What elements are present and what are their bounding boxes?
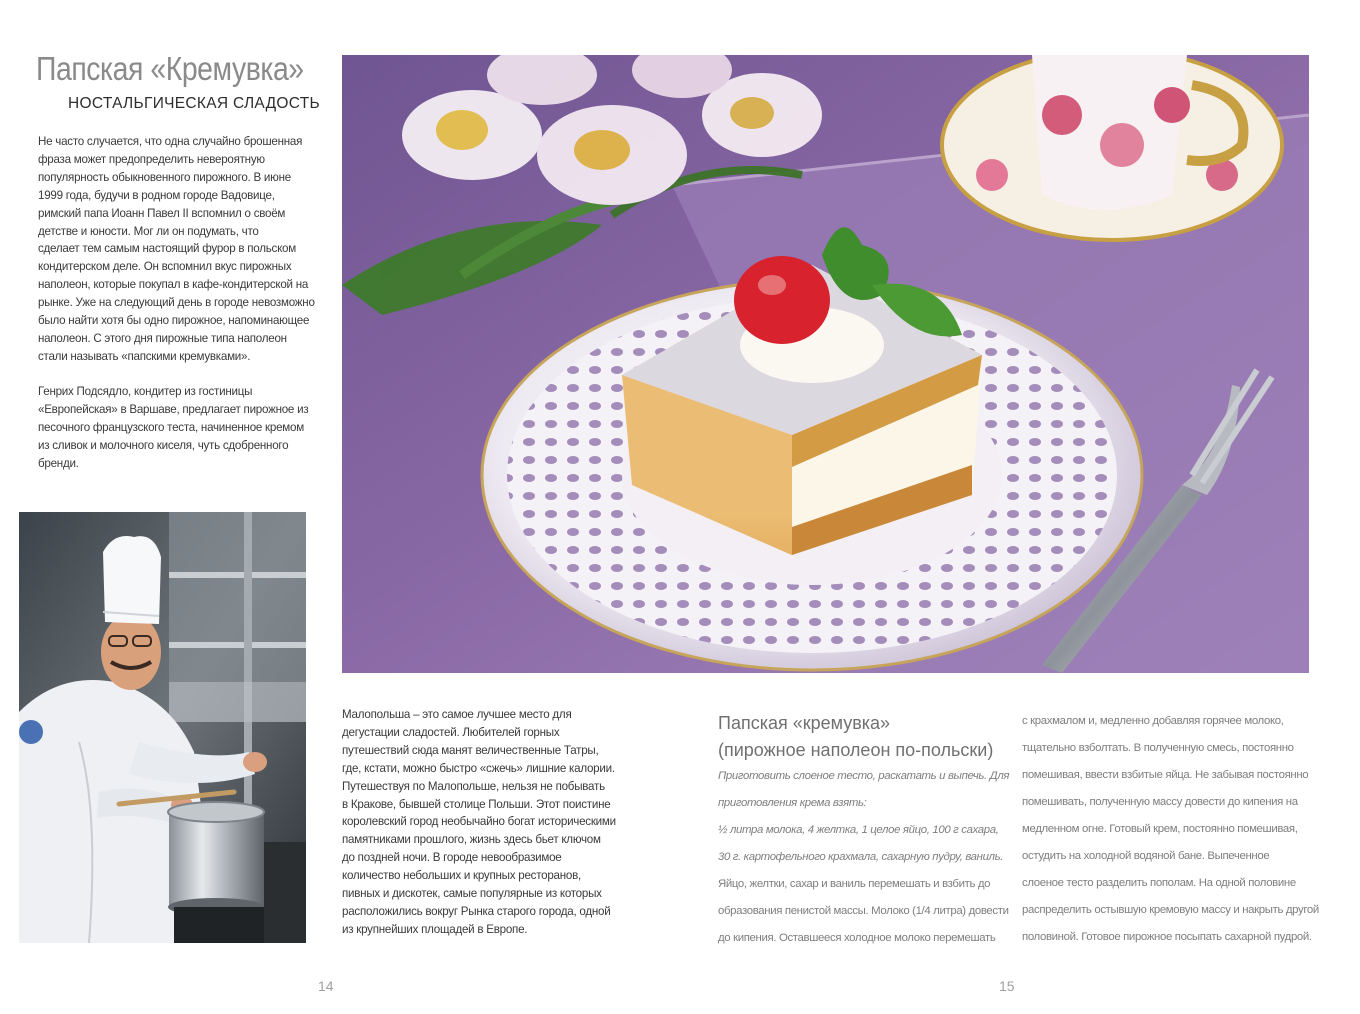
region-paragraph	[342, 706, 616, 939]
text-line: кондитерском деле. Он вспомнил вкус пирожных	[38, 260, 292, 274]
text-line: путешествий сюда манят величественные Татры,	[342, 743, 599, 757]
text-line: остудить на холодной водяной бане. Выпеченное	[1022, 850, 1270, 862]
text-line: из крупнейших площадей в Европе.	[342, 922, 528, 936]
text-line: популярность обыкновенного пирожного. В июне	[38, 170, 291, 184]
text-line: стали называть «папскими кремувками».	[38, 349, 251, 363]
text-line: помешивать, полученную массу довести до кипения на	[1022, 796, 1298, 808]
text-line: до кипения. Оставшееся холодное молоко перемешать	[718, 932, 996, 944]
text-line: Генрих Подсядло, кондитер из гостиницы	[38, 385, 253, 398]
recipe-title	[718, 710, 993, 764]
page-title: Папская «Кремувка»	[36, 50, 304, 87]
text-line: расположились вокруг Рынка старого города, одной	[342, 904, 611, 918]
page-subtitle: НОСТАЛЬГИЧЕСКАЯ СЛАДОСТЬ	[68, 95, 320, 112]
dessert-photo	[342, 55, 1309, 673]
text-line: приготовления крема взять:	[718, 797, 867, 809]
text-line: 30 г. картофельного крахмала, сахарную пудру, ваниль.	[718, 851, 1004, 863]
text-line: рынке. Уже на следующий день в городе невозможно	[38, 296, 315, 310]
text-line: королевский город необычайно богат историческими	[342, 815, 616, 829]
text-line: ½ литра молока, 4 желтка, 1 целое яйцо, 100 г сахара,	[718, 824, 999, 836]
recipe-ingredients	[718, 763, 1009, 871]
text-line: Не часто случается, что одна случайно брошенная	[38, 135, 303, 148]
text-line: наполеон. С этого дня пирожные типа наполеон	[38, 331, 287, 345]
chef-photo	[19, 512, 306, 943]
text-line: где, кстати, можно быстро «сжечь» лишние калории.	[342, 761, 615, 775]
text-line: «Европейская» в Варшаве, предлагает пирожное из	[38, 402, 309, 416]
text-line: сделает тем самым настоящий фурор в польском	[38, 242, 296, 256]
text-line: фраза может предопределить невероятную	[38, 152, 265, 166]
text-line: детстве и юности. Мог ли он подумать, что	[38, 224, 259, 238]
intro-paragraph-1	[38, 133, 315, 366]
text-line: дегустации сладостей. Любителей горных	[342, 725, 560, 739]
text-line: половиной. Готовое пирожное посыпать сахарной пудрой.	[1022, 931, 1312, 943]
text-line: Приготовить слоеное тесто, раскатать и выпечь. Для	[718, 770, 1010, 782]
text-line: песочного французского теста, начиненное кремом	[38, 420, 304, 434]
text-line: (пирожное наполеон по-польски)	[718, 740, 994, 760]
text-line: помешивая, ввести взбитые яйца. Не забывая постоянно	[1022, 769, 1309, 781]
text-line: в Кракове, бывшей столице Польши. Этот поистине	[342, 797, 611, 811]
text-line: образования пенистой массы. Молоко (1/4 литра) довести	[718, 905, 1009, 917]
text-line: с крахмалом и, медленно добавляя горячее молоко,	[1022, 715, 1284, 727]
text-line: бренди.	[38, 456, 79, 470]
page-number-right: 15	[999, 978, 1015, 994]
text-line: до поздней ночи. В городе невообразимое	[342, 851, 562, 865]
text-line: наполеон, которые покупал в кафе-кондитерской на	[38, 278, 309, 292]
text-line: Яйцо, желтки, сахар и ваниль перемешать и взбить до	[718, 878, 991, 890]
text-line: Путешествуя по Малопольше, нельзя не побывать	[342, 779, 605, 793]
text-line: Малопольша – это самое лучшее место для	[342, 708, 572, 721]
text-line: было найти хотя бы одно пирожное, напоминающее	[38, 314, 310, 328]
text-line: количество небольших и крупных ресторанов,	[342, 869, 581, 883]
text-line: Папская «кремувка»	[718, 713, 891, 733]
text-line: тщательно взболтать. В полученную смесь, постоянно	[1022, 742, 1294, 754]
text-line: распределить остывшую кремовую массу и накрыть другой	[1022, 904, 1319, 916]
text-line: слоеное тесто разделить пополам. На одной половине	[1022, 877, 1296, 889]
text-line: римский папа Иоанн Павел II вспомнил о своём	[38, 206, 286, 220]
text-line: 1999 года, будучи в родном городе Вадовице,	[38, 188, 275, 202]
recipe-column-1	[718, 763, 1009, 952]
intro-paragraph-2	[38, 383, 308, 473]
recipe-column-2	[1022, 708, 1319, 951]
text-line: медленном огне. Готовый крем, постоянно помешивая,	[1022, 823, 1298, 835]
text-line: пивных и дискотек, самые популярные из которых	[342, 887, 602, 901]
text-line: из сливок и молочного киселя, чуть сдобренного	[38, 438, 289, 452]
text-line: памятниками прошлого, жизнь здесь бьет ключом	[342, 833, 601, 847]
page-number-left: 14	[318, 978, 334, 994]
recipe-steps-part-1	[718, 871, 1009, 952]
